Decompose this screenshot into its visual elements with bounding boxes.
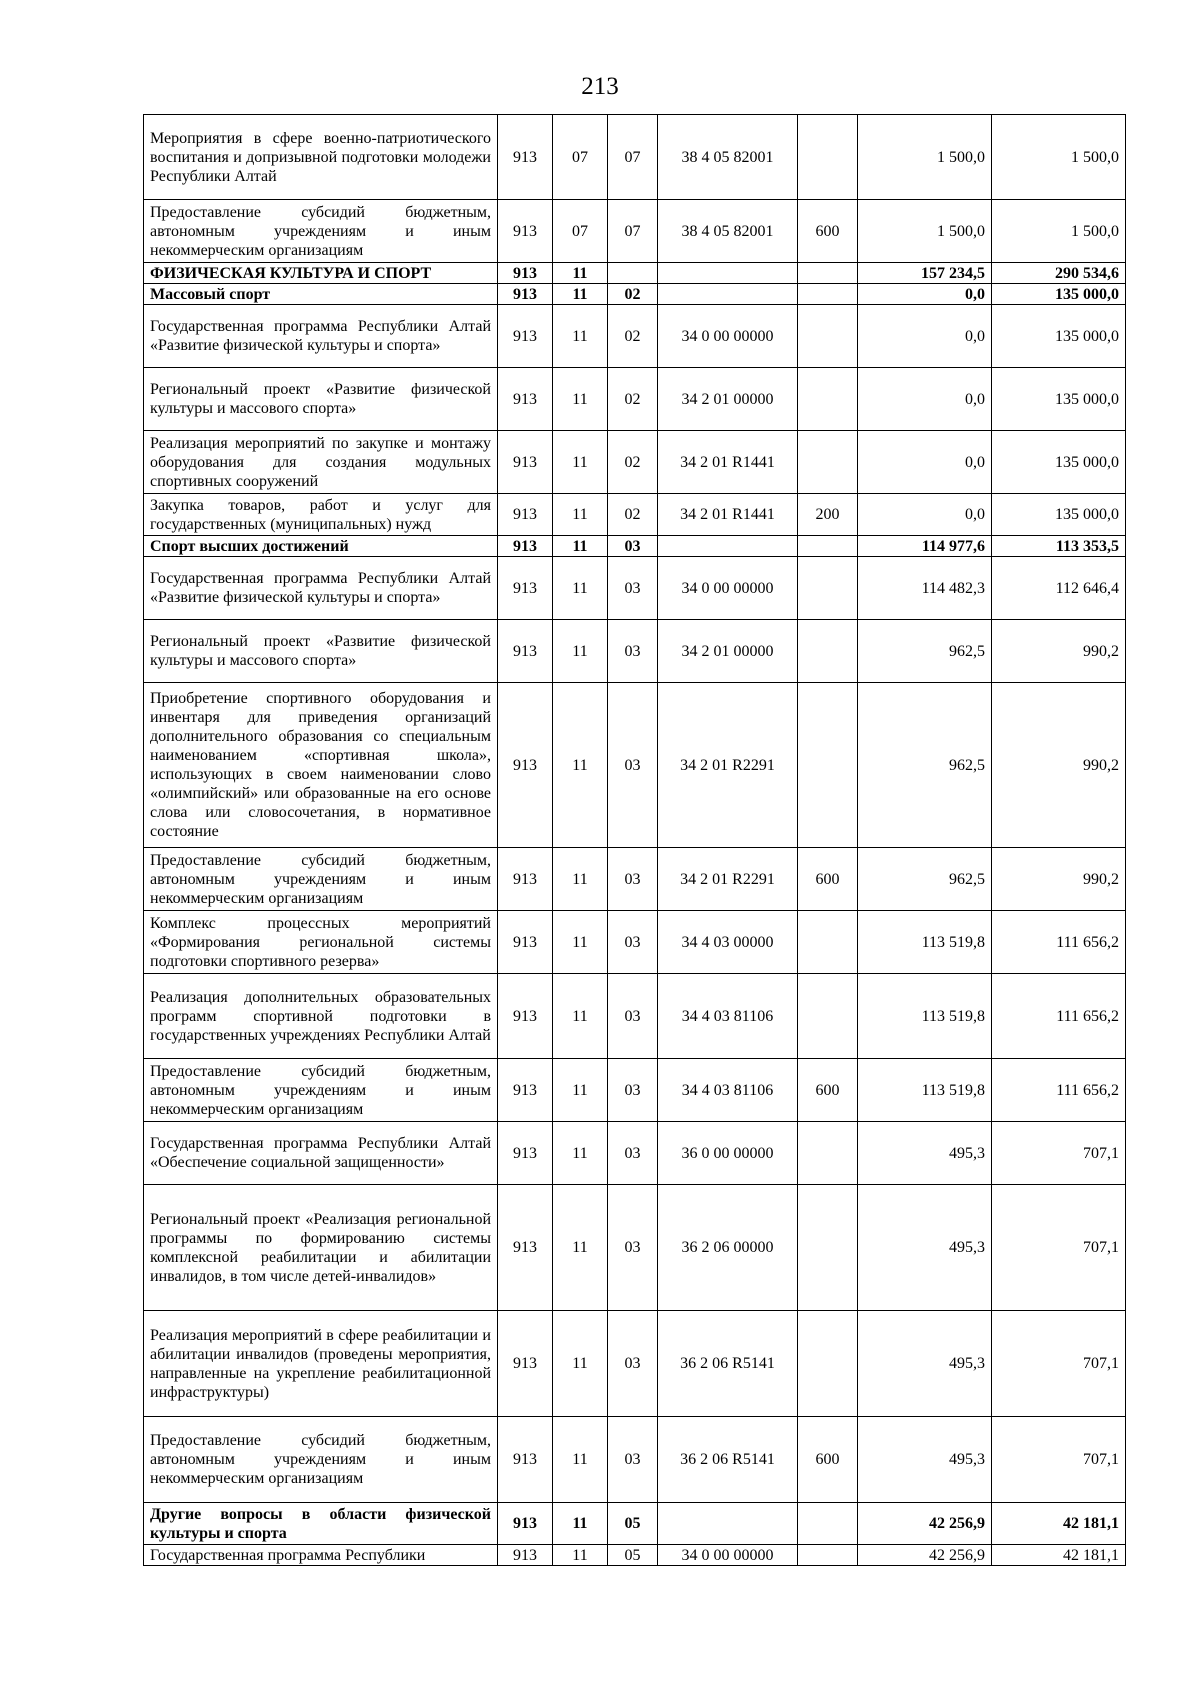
cell-amount-year2: 113 353,5 — [992, 536, 1126, 557]
cell-expense-type — [798, 431, 858, 494]
table-row — [144, 683, 1126, 848]
cell-section: 11 — [553, 1311, 608, 1417]
cell-description: Государственная программа Республики Алтай «Развитие физической культуры и спорта» — [144, 305, 498, 368]
cell-description: Массовый спорт — [144, 284, 498, 305]
cell-expense-type — [798, 368, 858, 431]
cell-expense-type — [798, 620, 858, 683]
cell-amount-year2: 290 534,6 — [992, 263, 1126, 284]
cell-amount-year1: 0,0 — [858, 368, 992, 431]
table-row — [144, 368, 1126, 431]
cell-expense-type — [798, 974, 858, 1059]
cell-amount-year1: 114 977,6 — [858, 536, 992, 557]
cell-description: Региональный проект «Развитие физической культуры и массового спорта» — [144, 620, 498, 683]
cell-subsection: 03 — [608, 620, 658, 683]
cell-target-article: 36 2 06 R5141 — [658, 1311, 798, 1417]
cell-subsection: 03 — [608, 536, 658, 557]
cell-description: Реализация мероприятий по закупке и монтажу оборудования для создания модульных спортивных сооружений — [144, 431, 498, 494]
cell-amount-year2: 42 181,1 — [992, 1545, 1126, 1566]
table-row — [144, 200, 1126, 263]
cell-subsection: 03 — [608, 1059, 658, 1122]
cell-description: Закупка товаров, работ и услуг для государственных (муниципальных) нужд — [144, 494, 498, 536]
cell-section: 11 — [553, 1122, 608, 1185]
cell-description: Региональный проект «Реализация региональной программы по формированию системы комплексной реабилитации и абилитации инвалидов, в том числе детей-инвалидов» — [144, 1185, 498, 1311]
cell-target-article: 34 2 01 R1441 — [658, 431, 798, 494]
cell-target-article: 38 4 05 82001 — [658, 200, 798, 263]
cell-section: 11 — [553, 1417, 608, 1503]
cell-expense-type: 600 — [798, 848, 858, 911]
cell-description: Предоставление субсидий бюджетным, автономным учреждениям и иным некоммерческим организациям — [144, 848, 498, 911]
cell-amount-year2: 111 656,2 — [992, 974, 1126, 1059]
cell-target-article: 34 4 03 81106 — [658, 1059, 798, 1122]
cell-description: Государственная программа Республики Алтай «Обеспечение социальной защищенности» — [144, 1122, 498, 1185]
cell-amount-year1: 114 482,3 — [858, 557, 992, 620]
cell-subsection: 03 — [608, 1122, 658, 1185]
page-number: 213 — [581, 73, 619, 100]
cell-amount-year2: 707,1 — [992, 1311, 1126, 1417]
cell-amount-year1: 495,3 — [858, 1417, 992, 1503]
cell-amount-year1: 0,0 — [858, 431, 992, 494]
cell-target-article: 34 2 01 00000 — [658, 620, 798, 683]
cell-amount-year1: 962,5 — [858, 683, 992, 848]
cell-subsection: 02 — [608, 368, 658, 431]
cell-description: Реализация мероприятий в сфере реабилитации и абилитации инвалидов (проведены мероприятия, направленные на укрепление реабилитационной инфраструктуры) — [144, 1311, 498, 1417]
cell-target-article: 36 2 06 00000 — [658, 1185, 798, 1311]
cell-expense-type — [798, 911, 858, 974]
cell-section: 11 — [553, 848, 608, 911]
cell-section: 11 — [553, 1545, 608, 1566]
cell-amount-year2: 42 181,1 — [992, 1503, 1126, 1545]
cell-expense-type — [798, 115, 858, 200]
cell-expense-type — [798, 1185, 858, 1311]
cell-subsection: 03 — [608, 911, 658, 974]
cell-amount-year1: 1 500,0 — [858, 200, 992, 263]
cell-target-article — [658, 284, 798, 305]
cell-target-article: 34 4 03 00000 — [658, 911, 798, 974]
cell-target-article — [658, 536, 798, 557]
cell-amount-year2: 135 000,0 — [992, 494, 1126, 536]
cell-amount-year2: 135 000,0 — [992, 431, 1126, 494]
cell-target-article: 34 2 01 R2291 — [658, 848, 798, 911]
cell-expense-type — [798, 683, 858, 848]
table-row — [144, 1503, 1126, 1545]
cell-section: 07 — [553, 115, 608, 200]
cell-amount-year2: 135 000,0 — [992, 368, 1126, 431]
budget-table — [143, 114, 1126, 1566]
cell-subsection: 03 — [608, 974, 658, 1059]
cell-section: 11 — [553, 683, 608, 848]
cell-amount-year1: 113 519,8 — [858, 974, 992, 1059]
cell-expense-type — [798, 284, 858, 305]
cell-target-article: 34 0 00 00000 — [658, 1545, 798, 1566]
cell-grbs: 913 — [498, 200, 553, 263]
cell-target-article: 34 2 01 R2291 — [658, 683, 798, 848]
table-row — [144, 536, 1126, 557]
table-row — [144, 1417, 1126, 1503]
cell-grbs: 913 — [498, 911, 553, 974]
cell-subsection: 05 — [608, 1503, 658, 1545]
cell-grbs: 913 — [498, 848, 553, 911]
cell-amount-year1: 962,5 — [858, 848, 992, 911]
cell-target-article — [658, 1503, 798, 1545]
cell-amount-year1: 0,0 — [858, 494, 992, 536]
cell-expense-type: 600 — [798, 1417, 858, 1503]
cell-section: 11 — [553, 431, 608, 494]
cell-grbs: 913 — [498, 1503, 553, 1545]
cell-section: 07 — [553, 200, 608, 263]
cell-expense-type: 600 — [798, 200, 858, 263]
cell-section: 11 — [553, 263, 608, 284]
cell-amount-year1: 42 256,9 — [858, 1545, 992, 1566]
cell-description: Другие вопросы в области физической культуры и спорта — [144, 1503, 498, 1545]
cell-subsection: 03 — [608, 557, 658, 620]
cell-section: 11 — [553, 368, 608, 431]
cell-grbs: 913 — [498, 115, 553, 200]
cell-amount-year2: 1 500,0 — [992, 200, 1126, 263]
cell-description: Мероприятия в сфере военно-патриотического воспитания и допризывной подготовки молодежи Республики Алтай — [144, 115, 498, 200]
cell-amount-year2: 1 500,0 — [992, 115, 1126, 200]
cell-amount-year2: 111 656,2 — [992, 1059, 1126, 1122]
table-row — [144, 284, 1126, 305]
cell-amount-year1: 495,3 — [858, 1185, 992, 1311]
cell-amount-year2: 111 656,2 — [992, 911, 1126, 974]
cell-amount-year1: 962,5 — [858, 620, 992, 683]
table-row — [144, 305, 1126, 368]
cell-grbs: 913 — [498, 683, 553, 848]
cell-subsection: 02 — [608, 305, 658, 368]
cell-grbs: 913 — [498, 1311, 553, 1417]
cell-expense-type — [798, 1122, 858, 1185]
cell-amount-year1: 113 519,8 — [858, 911, 992, 974]
cell-section: 11 — [553, 911, 608, 974]
cell-description: Предоставление субсидий бюджетным, автономным учреждениям и иным некоммерческим организациям — [144, 1059, 498, 1122]
table-row — [144, 263, 1126, 284]
table-row — [144, 431, 1126, 494]
cell-subsection: 05 — [608, 1545, 658, 1566]
cell-grbs: 913 — [498, 305, 553, 368]
cell-grbs: 913 — [498, 620, 553, 683]
table-row — [144, 848, 1126, 911]
table-row — [144, 1122, 1126, 1185]
cell-section: 11 — [553, 284, 608, 305]
cell-amount-year1: 0,0 — [858, 305, 992, 368]
cell-target-article: 38 4 05 82001 — [658, 115, 798, 200]
cell-description: ФИЗИЧЕСКАЯ КУЛЬТУРА И СПОРТ — [144, 263, 498, 284]
cell-subsection: 02 — [608, 431, 658, 494]
cell-amount-year1: 42 256,9 — [858, 1503, 992, 1545]
cell-description: Предоставление субсидий бюджетным, автономным учреждениям и иным некоммерческим организациям — [144, 200, 498, 263]
cell-grbs: 913 — [498, 557, 553, 620]
cell-section: 11 — [553, 557, 608, 620]
cell-expense-type — [798, 305, 858, 368]
cell-amount-year2: 990,2 — [992, 683, 1126, 848]
cell-amount-year2: 707,1 — [992, 1185, 1126, 1311]
cell-expense-type — [798, 557, 858, 620]
cell-amount-year2: 135 000,0 — [992, 305, 1126, 368]
cell-description: Предоставление субсидий бюджетным, автономным учреждениям и иным некоммерческим организациям — [144, 1417, 498, 1503]
cell-subsection: 07 — [608, 200, 658, 263]
table-row — [144, 620, 1126, 683]
cell-description: Региональный проект «Развитие физической культуры и массового спорта» — [144, 368, 498, 431]
cell-target-article: 34 2 01 00000 — [658, 368, 798, 431]
cell-amount-year1: 495,3 — [858, 1311, 992, 1417]
cell-section: 11 — [553, 494, 608, 536]
cell-grbs: 913 — [498, 536, 553, 557]
cell-grbs: 913 — [498, 1122, 553, 1185]
cell-grbs: 913 — [498, 494, 553, 536]
cell-grbs: 913 — [498, 974, 553, 1059]
cell-section: 11 — [553, 536, 608, 557]
cell-amount-year1: 0,0 — [858, 284, 992, 305]
cell-amount-year2: 112 646,4 — [992, 557, 1126, 620]
cell-grbs: 913 — [498, 368, 553, 431]
cell-section: 11 — [553, 974, 608, 1059]
cell-subsection: 02 — [608, 494, 658, 536]
table-row — [144, 974, 1126, 1059]
cell-expense-type: 200 — [798, 494, 858, 536]
cell-expense-type: 600 — [798, 1059, 858, 1122]
cell-subsection: 03 — [608, 1311, 658, 1417]
cell-grbs: 913 — [498, 1545, 553, 1566]
cell-subsection: 03 — [608, 848, 658, 911]
cell-amount-year1: 157 234,5 — [858, 263, 992, 284]
cell-target-article: 34 4 03 81106 — [658, 974, 798, 1059]
cell-amount-year1: 113 519,8 — [858, 1059, 992, 1122]
cell-grbs: 913 — [498, 284, 553, 305]
table-row — [144, 1545, 1126, 1566]
cell-amount-year1: 495,3 — [858, 1122, 992, 1185]
cell-grbs: 913 — [498, 431, 553, 494]
table-row — [144, 1185, 1126, 1311]
cell-description: Приобретение спортивного оборудования и инвентаря для приведения организаций дополнительного образования со специальным наименованием «спортивная школа», использующих в своем наименовании слово «олимпийский» или образованные на его основе слова или словосочетания, в нормативное состояние — [144, 683, 498, 848]
cell-subsection — [608, 263, 658, 284]
cell-expense-type — [798, 1545, 858, 1566]
cell-subsection: 07 — [608, 115, 658, 200]
cell-target-article: 34 0 00 00000 — [658, 305, 798, 368]
cell-amount-year2: 135 000,0 — [992, 284, 1126, 305]
cell-grbs: 913 — [498, 1417, 553, 1503]
cell-expense-type — [798, 1503, 858, 1545]
cell-amount-year2: 707,1 — [992, 1417, 1126, 1503]
table-row — [144, 494, 1126, 536]
cell-target-article: 34 0 00 00000 — [658, 557, 798, 620]
cell-section: 11 — [553, 1059, 608, 1122]
cell-amount-year1: 1 500,0 — [858, 115, 992, 200]
table-row — [144, 1059, 1126, 1122]
cell-amount-year2: 990,2 — [992, 620, 1126, 683]
cell-target-article: 36 0 00 00000 — [658, 1122, 798, 1185]
cell-description: Государственная программа Республики Алтай «Развитие физической культуры и спорта» — [144, 557, 498, 620]
cell-description: Спорт высших достижений — [144, 536, 498, 557]
cell-section: 11 — [553, 305, 608, 368]
cell-amount-year2: 707,1 — [992, 1122, 1126, 1185]
cell-description: Комплекс процессных мероприятий «Формирования региональной системы подготовки спортивного резерва» — [144, 911, 498, 974]
cell-grbs: 913 — [498, 1185, 553, 1311]
cell-target-article: 34 2 01 R1441 — [658, 494, 798, 536]
cell-expense-type — [798, 263, 858, 284]
table-row — [144, 1311, 1126, 1417]
cell-grbs: 913 — [498, 1059, 553, 1122]
cell-section: 11 — [553, 1185, 608, 1311]
cell-amount-year2: 990,2 — [992, 848, 1126, 911]
table-row — [144, 557, 1126, 620]
table-row — [144, 115, 1126, 200]
cell-subsection: 03 — [608, 1185, 658, 1311]
cell-target-article — [658, 263, 798, 284]
cell-expense-type — [798, 536, 858, 557]
cell-expense-type — [798, 1311, 858, 1417]
cell-section: 11 — [553, 1503, 608, 1545]
cell-description: Реализация дополнительных образовательных программ спортивной подготовки в государственных учреждениях Республики Алтай — [144, 974, 498, 1059]
cell-description: Государственная программа Республики — [144, 1545, 498, 1566]
cell-subsection: 02 — [608, 284, 658, 305]
cell-target-article: 36 2 06 R5141 — [658, 1417, 798, 1503]
cell-section: 11 — [553, 620, 608, 683]
cell-subsection: 03 — [608, 1417, 658, 1503]
cell-subsection: 03 — [608, 683, 658, 848]
cell-grbs: 913 — [498, 263, 553, 284]
table-row — [144, 911, 1126, 974]
